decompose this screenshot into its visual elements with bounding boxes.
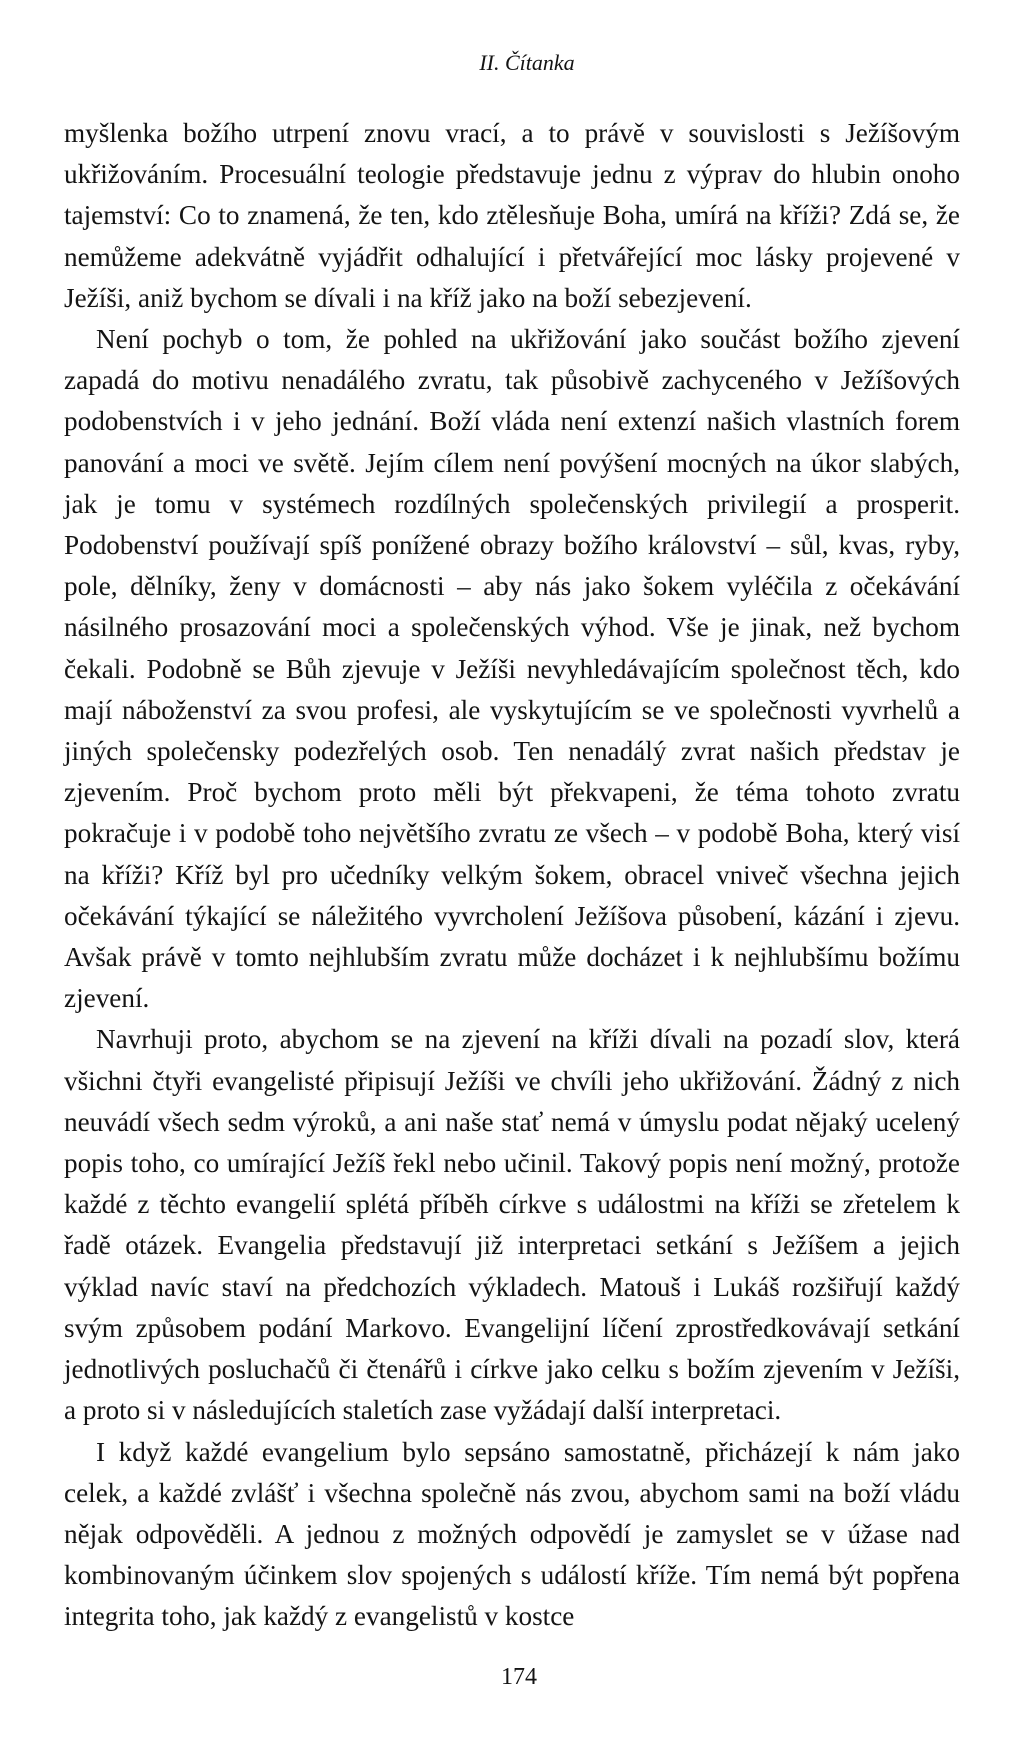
page-number: 174 <box>501 1664 537 1690</box>
body-text <box>64 113 960 1638</box>
paragraph-reversal: Není pochyb o tom, že pohled na ukřižování jako součást božího zjevení zapadá do motivu nenadálého zvratu, tak působivě zachyceného v Ježíšových podobenstvích i v jeho jednání. Boží vláda není extenzí našich vlastních forem panování a moci ve světě. Jejím cílem není povýšení mocných na úkor slabých, jak je tomu v systémech rozdílných společenských privilegií a prosperit. Podobenství používají spíš ponížené obrazy božího království – sůl, kvas, ryby, pole, dělníky, ženy v domácnosti – aby nás jako šokem vyléčila z očekávání násilného prosazování moci a společenských výhod. Vše je jinak, než bychom čekali. Podobně se Bůh zjevuje v Ježíši nevyhledávajícím společnost těch, kdo mají náboženství za svou profesi, ale vyskytujícím se ve společnosti vyvrhelů a jiných společensky podezřelých osob. Ten nenadálý zvrat našich představ je zjevením. Proč bychom proto měli být překvapeni, že téma tohoto zvratu pokračuje i v podobě toho největšího zvratu ze všech – v podobě Boha, který visí na kříži? Kříž byl pro učedníky velkým šokem, obracel vniveč všechna jejich očekávání týkající se náležitého vyvrcholení Ježíšova působení, kázání i zjevu. Avšak právě v tomto nejhlubším zvratu může docházet i k nejhlubšímu božímu zjevení. <box>64 324 960 1014</box>
paragraph-gospels-as-whole: I když každé evangelium bylo sepsáno samostatně, přicházejí k nám jako celek, a každé zvlášť i všechna společně nás zvou, abychom sami na boží vládu nějak odpověděli. A jednou z možných odpovědí je zamyslet se v úžase nad kombinovaným účinkem slov spojených s událostí kříže. Tím nemá být popřena integrita toho, jak každý z evangelistů v kostce <box>64 1436 960 1632</box>
running-header: II. Čítanka <box>479 50 575 75</box>
paragraph-words-on-cross: Navrhuji proto, abychom se na zjevení na kříži dívali na pozadí slov, která všichni čtyři evangelisté připisují Ježíši ve chvíli jeho ukřižování. Žádný z nich neuvádí všech sedm výroků, a ani naše stať nemá v úmyslu podat nějaký ucelený popis toho, co umírající Ježíš řekl nebo učinil. Takový popis není možný, protože každé z těchto evangelií splétá příběh církve s událostmi na kříži se zřetelem k řadě otázek. Evangelia představují již interpretaci setkání s Ježíšem a jejich výklad navíc staví na předchozích výkladech. Matouš i Lukáš rozšiřují každý svým způsobem podání Markovo. Evangelijní líčení zprostředkovávají setkání jednotlivých posluchačů či čtenářů i církve jako celku s božím zjevením v Ježíši, a proto si v následujících staletích zase vyžádají další interpretaci. <box>64 1024 960 1426</box>
paragraph-continuation: myšlenka božího utrpení znovu vrací, a to právě v souvislosti s Ježíšovým ukřižováním. Procesuální teologie představuje jednu z výprav do hlubin onoho tajemství: Co to znamená, že ten, kdo ztělesňuje Boha, umírá na kříži? Zdá se, že nemůžeme adekvátně vyjádřit odhalující i přetvářející moc lásky projevené v Ježíši, aniž bychom se dívali i na kříž jako na boží sebezjevení. <box>64 118 960 313</box>
